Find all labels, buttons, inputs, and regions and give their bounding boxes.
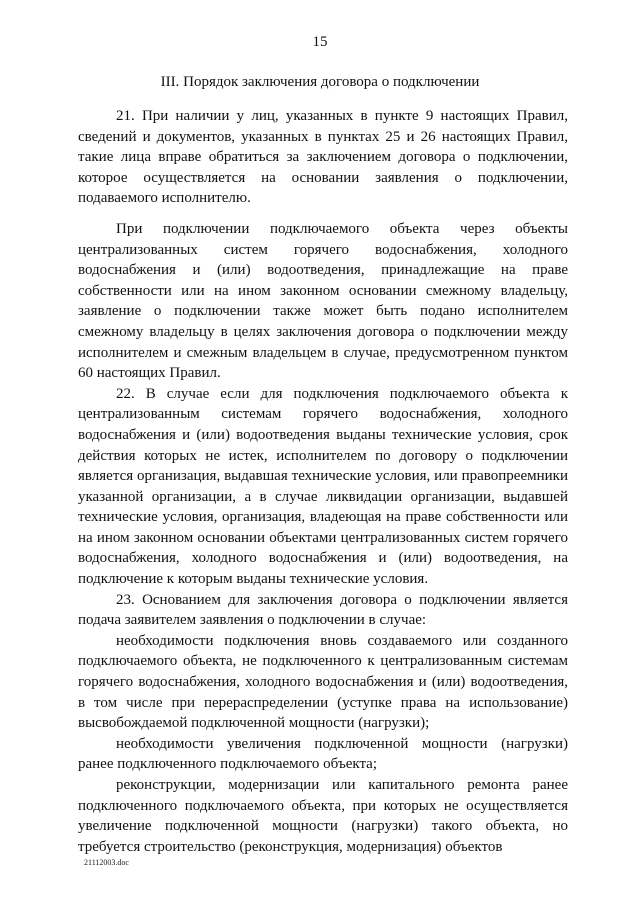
paragraph-21: 21. При наличии у лиц, указанных в пункте 9 настоящих Правил, сведений и документов, указанных в пунктах 25 и 26 настоящих Правил, такие лица вправе обратиться за заключением договора о подключении, которое осуществляется на основании заявления о подключении, подаваемого исполнителю. xyxy=(78,108,568,207)
document-body xyxy=(78,106,568,857)
page-number: 15 xyxy=(312,34,328,50)
paragraph-21-continuation: При подключении подключаемого объекта через объекты централизованных систем горячего водоснабжения, холодного водоснабжения и (или) водоотведения, принадлежащие на праве собственности или на ином законном основании смежному владельцу, заявление о подключении также может быть подано исполнителем смежному владельцу в целях заключения договора о подключении между исполнителем и смежным владельцем в случае, предусмотренном пунктом 60 настоящих Правил. xyxy=(78,220,568,382)
paragraph-23-case-reconstruction: реконструкции, модернизации или капитального ремонта ранее подключенного подключаемого объекта, при которых не осуществляется увеличение подключенной мощности (нагрузки) такого объекта, но требуется строительство (реконструкция, модернизация) объектов xyxy=(78,777,568,855)
paragraph-23-case-increase-load: необходимости увеличения подключенной мощности (нагрузки) ранее подключенного подключаемого объекта; xyxy=(78,735,568,773)
paragraph-22: 22. В случае если для подключения подключаемого объекта к централизованным системам горячего водоснабжения, холодного водоснабжения и (или) водоотведения выданы технические условия, срок действия которых не истек, исполнителем по договору о подключении является организация, выдавшая технические условия, или правопреемники указанной организации, а в случае ликвидации организации, выдавшей технические условия, организация, владеющая на праве собственности или на ином законном основании объектами централизованных систем горячего водоснабжения, холодного водоснабжения и (или) водоотведения, на подключение к которым выданы технические условия. xyxy=(78,385,568,588)
paragraph-23: 23. Основанием для заключения договора о подключении является подача заявителем заявления о подключении в случае: xyxy=(78,591,568,629)
section-title: III. Порядок заключения договора о подключении xyxy=(160,74,480,90)
footer-filename: 21112003.doc xyxy=(84,858,129,867)
paragraph-23-case-new-object: необходимости подключения вновь создаваемого или созданного подключаемого объекта, не подключенного к централизованным системам горячего водоснабжения, холодного водоснабжения и (или) водоотведения, в том числе при перераспределении (уступке права на использование) высвобождаемой подключенной мощности (нагрузки); xyxy=(78,632,568,732)
